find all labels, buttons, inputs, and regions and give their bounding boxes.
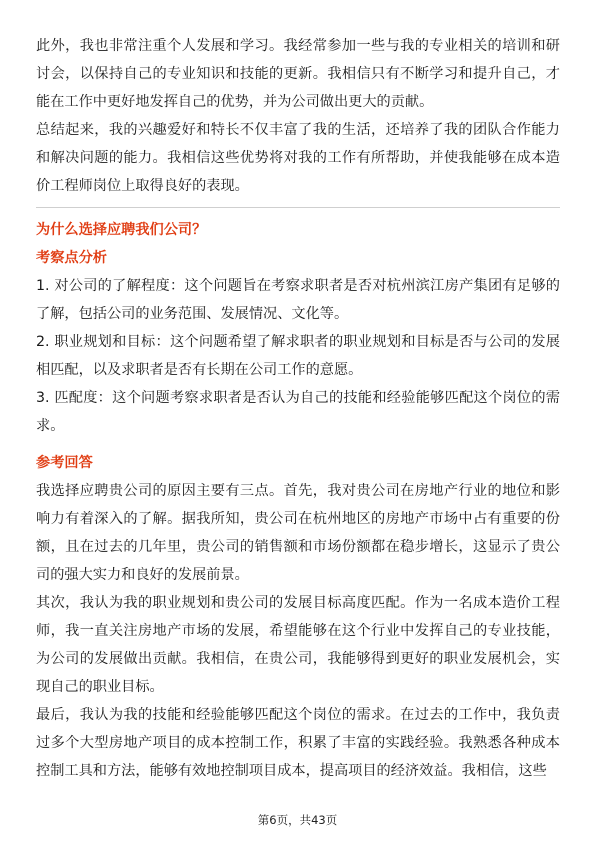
analysis-item: 2. 职业规划和目标：这个问题希望了解求职者的职业规划和目标是否与公司的发展相匹配，以及求职者是否有长期在公司工作的意愿。 (36, 334, 560, 378)
answer-paragraph: 其次，我认为我的职业规划和贵公司的发展目标高度匹配。作为一名成本造价工程师，我一直关注房地产市场的发展，希望能够在这个行业中发挥自己的专业技能，为公司的发展做出贡献。我相信，在贵公司，我能够得到更好的职业发展机会，实现自己的职业目标。 (36, 595, 560, 695)
analysis-item: 1. 对公司的了解程度：这个问题旨在考察求职者是否对杭州滨江房产集团有足够的了解，包括公司的业务范围、发展情况、文化等。 (36, 278, 560, 322)
page-number: 第6页，共43页 (257, 813, 338, 827)
spacer (36, 440, 560, 449)
document-body (36, 32, 560, 785)
analysis-item: 3. 匹配度：这个问题考察求职者是否认为自己的技能和经验能够匹配这个岗位的需求。 (36, 390, 560, 434)
analysis-heading: 考察点分析 (36, 250, 107, 266)
answer-paragraph: 我选择应聘贵公司的原因主要有三点。首先，我对贵公司在房地产行业的地位和影响力有着深入的了解。据我所知，贵公司在杭州地区的房地产市场中占有重要的份额，且在过去的几年里，贵公司的销售额和市场份额都在稳步增长，这显示了贵公司的强大实力和良好的发展前景。 (36, 483, 560, 583)
intro-paragraph-2: 总结起来，我的兴趣爱好和特长不仅丰富了我的生活，还培养了我的团队合作能力和解决问题的能力。我相信这些优势将对我的工作有所帮助，并使我能够在成本造价工程师岗位上取得良好的表现。 (36, 122, 560, 194)
answer-heading: 参考回答 (36, 455, 93, 471)
answer-paragraph: 最后，我认为我的技能和经验能够匹配这个岗位的需求。在过去的工作中，我负责过多个大型房地产项目的成本控制工作，积累了丰富的实践经验。我熟悉各种成本控制工具和方法，能够有效地控制项目成本，提高项目的经济效益。我相信，这些 (36, 707, 560, 779)
section-divider (36, 207, 560, 208)
intro-paragraph-1: 此外，我也非常注重个人发展和学习。我经常参加一些与我的专业相关的培训和研讨会，以保持自己的专业知识和技能的更新。我相信只有不断学习和提升自己，才能在工作中更好地发挥自己的优势，并为公司做出更大的贡献。 (36, 38, 560, 110)
question-title: 为什么选择应聘我们公司？ (36, 222, 207, 238)
